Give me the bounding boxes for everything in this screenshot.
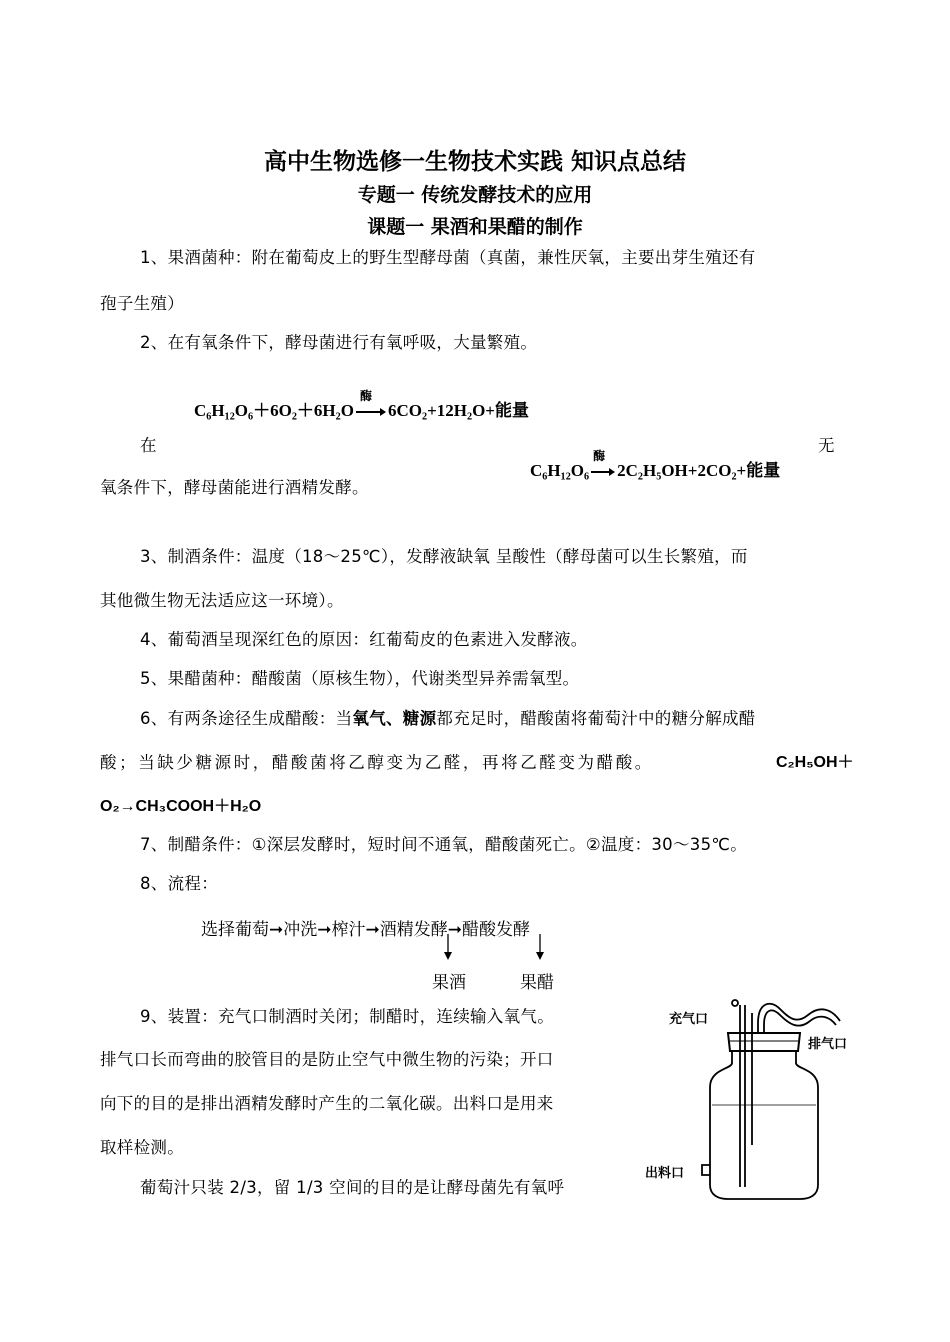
equation-fermentation-lhs: C₆H₁₂O₆ <box>530 461 590 480</box>
p6-text-b: 都充足时，醋酸菌将葡萄汁中的糖分解成醋 <box>436 709 756 728</box>
anaerobic-line2: 氧条件下，酵母菌能进行酒精发酵。 <box>100 478 369 497</box>
p6-equation-part1: C₂H₅OH＋ <box>776 754 854 771</box>
lesson-heading: 课题一 果酒和果醋的制作 <box>367 216 583 238</box>
arrow-right-icon: ➞ <box>317 920 332 940</box>
flow-step: 选择葡萄 <box>201 920 269 940</box>
page-title: 高中生物选修一生物技术实践 知识点总结 <box>263 149 686 175</box>
p9-line5: 葡萄汁只装 2/3，留 1/3 空间的目的是让酵母菌先有氧呼 <box>140 1178 565 1197</box>
p9-line4: 取样检测。 <box>100 1138 184 1157</box>
flow-product-vinegar: 果醋 <box>520 973 554 993</box>
topic-heading: 专题一 传统发酵技术的应用 <box>357 184 593 206</box>
equation-fermentation <box>530 449 781 481</box>
equation-aerobic-lhs: C₆H₁₂O₆＋6O₂＋6H₂O <box>194 401 354 420</box>
equation-arrow <box>589 449 617 481</box>
p9-line1: 9、装置：充气口制酒时关闭；制醋时，连续输入氧气。 <box>140 1007 554 1026</box>
equation-fermentation-rhs: 2C₂H₅OH+2CO₂+能量 <box>617 461 781 480</box>
anaerobic-left-word: 在 <box>140 436 157 455</box>
p9-line3: 向下的目的是排出酒精发酵时产生的二氧化碳。出料口是用来 <box>100 1094 554 1113</box>
apparatus-outlet-label: 出料口 <box>645 1166 685 1181</box>
p2: 2、在有氧条件下，酵母菌进行有氧呼吸，大量繁殖。 <box>140 333 538 352</box>
p3-line2: 其他微生物无法适应这一环境）。 <box>100 591 344 610</box>
reaction-arrow-icon <box>356 407 386 417</box>
equation-aerobic <box>194 389 529 421</box>
p7: 7、制醋条件：①深层发酵时，短时间不通氧，醋酸菌死亡。②温度：30～35℃。 <box>140 835 748 854</box>
flow-step: 醋酸发酵 <box>462 920 530 940</box>
p5: 5、果醋菌种：醋酸菌（原核生物），代谢类型异养需氧型。 <box>140 669 580 688</box>
flow-step: 榨汁 <box>331 920 366 940</box>
arrow-right-icon: ➞ <box>269 920 284 940</box>
anaerobic-right-word: 无 <box>818 436 835 455</box>
arrow-right-icon: ➞ <box>447 920 462 940</box>
p6-line1 <box>140 705 756 729</box>
p6-bold-text: 氧气、糖源 <box>352 709 437 728</box>
equation-arrow <box>354 389 388 421</box>
p1-line1: 1、果酒菌种：附在葡萄皮上的野生型酵母菌（真菌，兼性厌氧，主要出芽生殖还有 <box>140 248 756 267</box>
equation-aerobic-rhs: 6CO₂+12H₂O+能量 <box>387 401 529 420</box>
p1-line2: 孢子生殖） <box>100 294 184 313</box>
p3-line1: 3、制酒条件：温度（18～25℃），发酵液缺氧 呈酸性（酵母菌可以生长繁殖，而 <box>140 547 748 566</box>
p6-text-a: 6、有两条途径生成醋酸：当 <box>140 709 353 728</box>
enzyme-label: 酶 <box>593 449 606 463</box>
reaction-arrow-icon <box>591 467 615 477</box>
p4: 4、葡萄酒呈现深红色的原因：红葡萄皮的色素进入发酵液。 <box>140 630 588 649</box>
flow-product-wine: 果酒 <box>432 973 466 993</box>
p6-line2: 酸；当缺少糖源时，醋酸菌将乙醇变为乙醛，再将乙醛变为醋酸。 <box>100 753 654 772</box>
apparatus-inlet-label: 充气口 <box>669 1012 709 1027</box>
flow-branch-arrows <box>430 934 560 964</box>
fermentation-bottle-diagram <box>640 995 855 1210</box>
flow-step: 酒精发酵 <box>379 920 448 940</box>
p9-line2: 排气口长而弯曲的胶管目的是防止空气中微生物的污染；开口 <box>100 1050 554 1069</box>
flow-step: 冲洗 <box>283 920 318 940</box>
arrow-right-icon: ➞ <box>365 920 380 940</box>
p6-equation-part2: O₂→CH₃COOH＋H₂O <box>100 798 262 815</box>
apparatus-exhaust-label: 排气口 <box>808 1037 848 1052</box>
p8: 8、流程： <box>140 874 218 893</box>
enzyme-label: 酶 <box>359 389 372 403</box>
